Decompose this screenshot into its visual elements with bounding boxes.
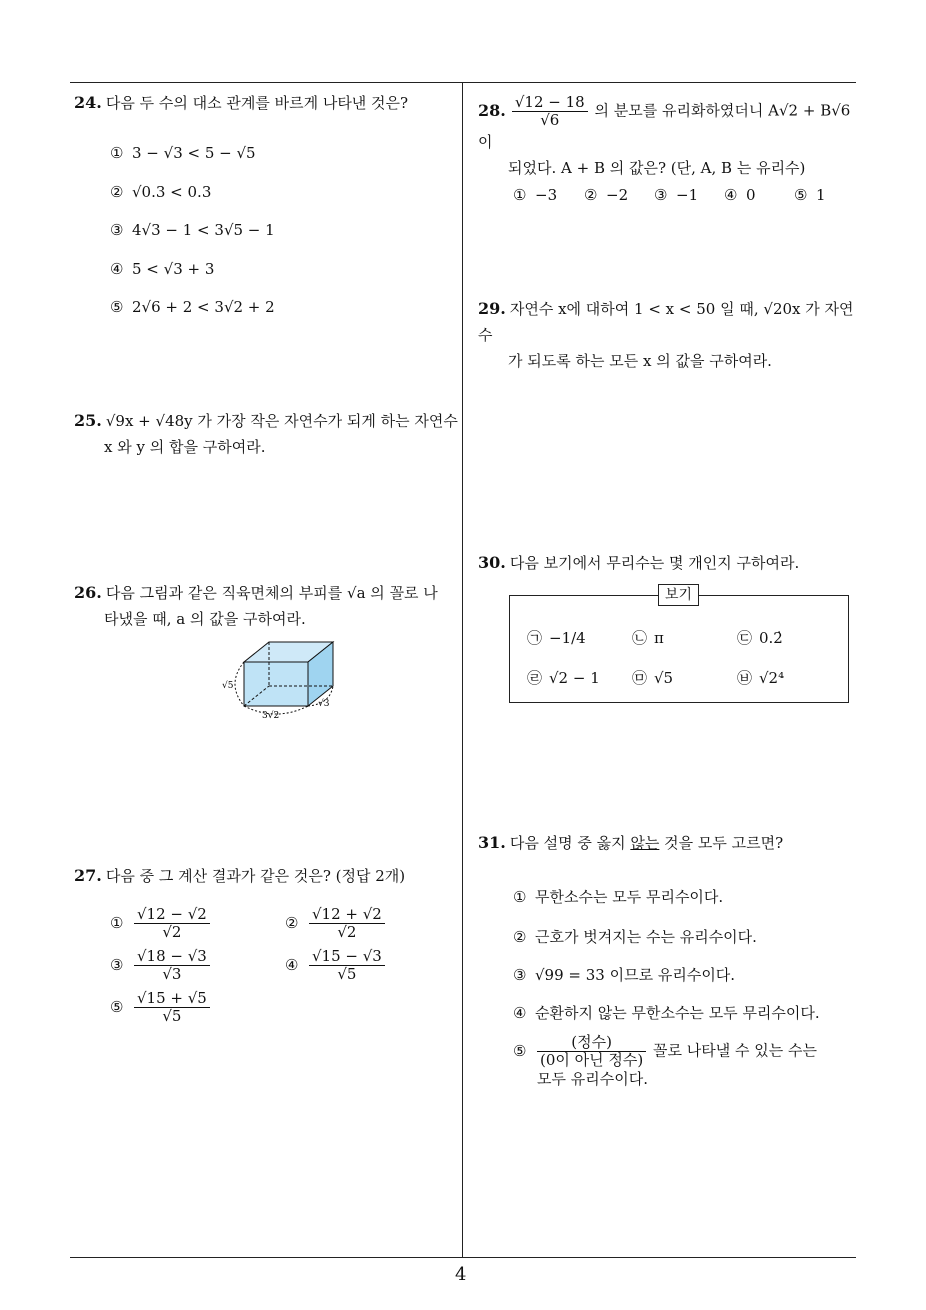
q31-option-4[interactable]: ④ 순환하지 않는 무한소수는 모두 무리수이다. bbox=[513, 1004, 820, 1022]
question-text: 다음 두 수의 대소 관계를 바르게 나타낸 것은? bbox=[105, 94, 409, 112]
q28-option-5[interactable]: ⑤ 1 bbox=[794, 186, 826, 204]
cuboid-figure bbox=[220, 640, 350, 722]
q27-option-5[interactable]: ⑤ $\frac{√15 + √5}{√5}$ bbox=[110, 990, 212, 1025]
q31-option-3[interactable]: ③ √99 = 33 이므로 유리수이다. bbox=[513, 966, 736, 984]
underlined-word: 않는 bbox=[630, 834, 660, 852]
q31-option-5[interactable]: ⑤ $\frac{\text{(정수)}}{\text{(0이 아닌 정수)}}$ 꼴로 나타낼 수 있는 수는 모두 유리수이다. bbox=[513, 1033, 817, 1088]
q27-option-4[interactable]: ④ $\frac{√15 - √3}{√5}$ bbox=[285, 948, 387, 983]
question-text-line1: 다음 그림과 같은 직육면체의 부피를 √a 의 꼴로 나 bbox=[105, 584, 438, 602]
q30-item-4: ㉣ √2 − 1 bbox=[527, 669, 600, 687]
q24-option-3[interactable]: ③ 4√3 − 1 < 3√5 − 1 bbox=[110, 221, 275, 239]
center-divider bbox=[462, 82, 463, 1258]
question-text-line1: 자연수 x에 대하여 1 < x < 50 일 때, √20x 가 자연수 bbox=[478, 300, 854, 344]
question-text-line1: √9x + √48y 가 가장 작은 자연수가 되게 하는 자연수 bbox=[105, 412, 458, 430]
bottom-rule bbox=[70, 1257, 856, 1258]
question-number: 24. bbox=[74, 93, 102, 112]
question-31: 31. 다음 설명 중 옳지 않는 것을 모두 고르면? bbox=[478, 833, 784, 852]
question-27 bbox=[74, 863, 458, 889]
question-number: 28. bbox=[478, 100, 506, 120]
question-text-line1: 의 분모를 유리화하였더니 A√2 + B√6 이 bbox=[478, 101, 851, 151]
question-24 bbox=[74, 90, 454, 116]
question-28 bbox=[478, 94, 862, 181]
question-30 bbox=[478, 550, 862, 576]
q28-option-2[interactable]: ② −2 bbox=[584, 186, 629, 204]
q28-option-1[interactable]: ① −3 bbox=[513, 186, 558, 204]
question-number: 25. bbox=[74, 411, 102, 430]
question-text: 다음 중 그 계산 결과가 같은 것은? (정답 2개) bbox=[105, 867, 406, 885]
q30-item-5: ㉤ √5 bbox=[632, 669, 674, 687]
question-text-line2: 타냈을 때, a 의 값을 구하여라. bbox=[104, 610, 306, 628]
q31-option-2[interactable]: ② 근호가 벗겨지는 수는 유리수이다. bbox=[513, 928, 757, 946]
q28-option-4[interactable]: ④ 0 bbox=[724, 186, 756, 204]
q30-item-6: ㉥ √2⁴ bbox=[737, 669, 785, 687]
question-number: 29. bbox=[478, 299, 506, 318]
page-number: 4 bbox=[455, 1264, 467, 1285]
question-26 bbox=[74, 580, 458, 632]
question-number: 26. bbox=[74, 583, 102, 602]
q30-item-3: ㉢ 0.2̇ bbox=[737, 629, 783, 647]
question-text-line2: 되었다. A + B 의 값은? (단, A, B 는 유리수) bbox=[508, 159, 806, 177]
q31-option-1[interactable]: ① 무한소수는 모두 무리수이다. bbox=[513, 888, 724, 906]
q27-option-1[interactable]: ① $\frac{√12 - √2}{√2}$ bbox=[110, 906, 212, 941]
question-25 bbox=[74, 408, 458, 460]
height-label: √5 bbox=[222, 681, 234, 691]
question-number: 31. bbox=[478, 833, 506, 852]
question-text-line2: 가 되도록 하는 모든 x 의 값을 구하여라. bbox=[508, 352, 772, 370]
q28-option-3[interactable]: ③ −1 bbox=[654, 186, 699, 204]
q24-option-2[interactable]: ② √0.3 < 0.3 bbox=[110, 183, 212, 201]
depth-label: √3 bbox=[318, 699, 330, 709]
q27-option-3[interactable]: ③ $\frac{√18 - √3}{√3}$ bbox=[110, 948, 212, 983]
q24-option-1[interactable]: ① 3 − √3 < 5 − √5 bbox=[110, 144, 256, 162]
q30-item-1: ㉠ −1/4 bbox=[527, 629, 586, 647]
question-number: 27. bbox=[74, 866, 102, 885]
width-label: 3√2 bbox=[262, 711, 280, 721]
q27-option-2[interactable]: ② $\frac{√12 + √2}{√2}$ bbox=[285, 906, 387, 941]
question-text: 다음 보기에서 무리수는 몇 개인지 구하여라. bbox=[509, 554, 800, 572]
question-number: 30. bbox=[478, 553, 506, 572]
question-29 bbox=[478, 296, 862, 374]
top-rule bbox=[70, 82, 856, 83]
q30-item-2: ㉡ π bbox=[632, 629, 664, 647]
question-fraction: $\frac{√12 - 18}{√6}$ bbox=[512, 94, 588, 129]
q24-option-5[interactable]: ⑤ 2√6 + 2 < 3√2 + 2 bbox=[110, 298, 275, 316]
q24-option-4[interactable]: ④ 5 < √3 + 3 bbox=[110, 260, 215, 278]
example-box-title: 보기 bbox=[658, 584, 699, 606]
question-text-line2: x 와 y 의 합을 구하여라. bbox=[104, 438, 266, 456]
